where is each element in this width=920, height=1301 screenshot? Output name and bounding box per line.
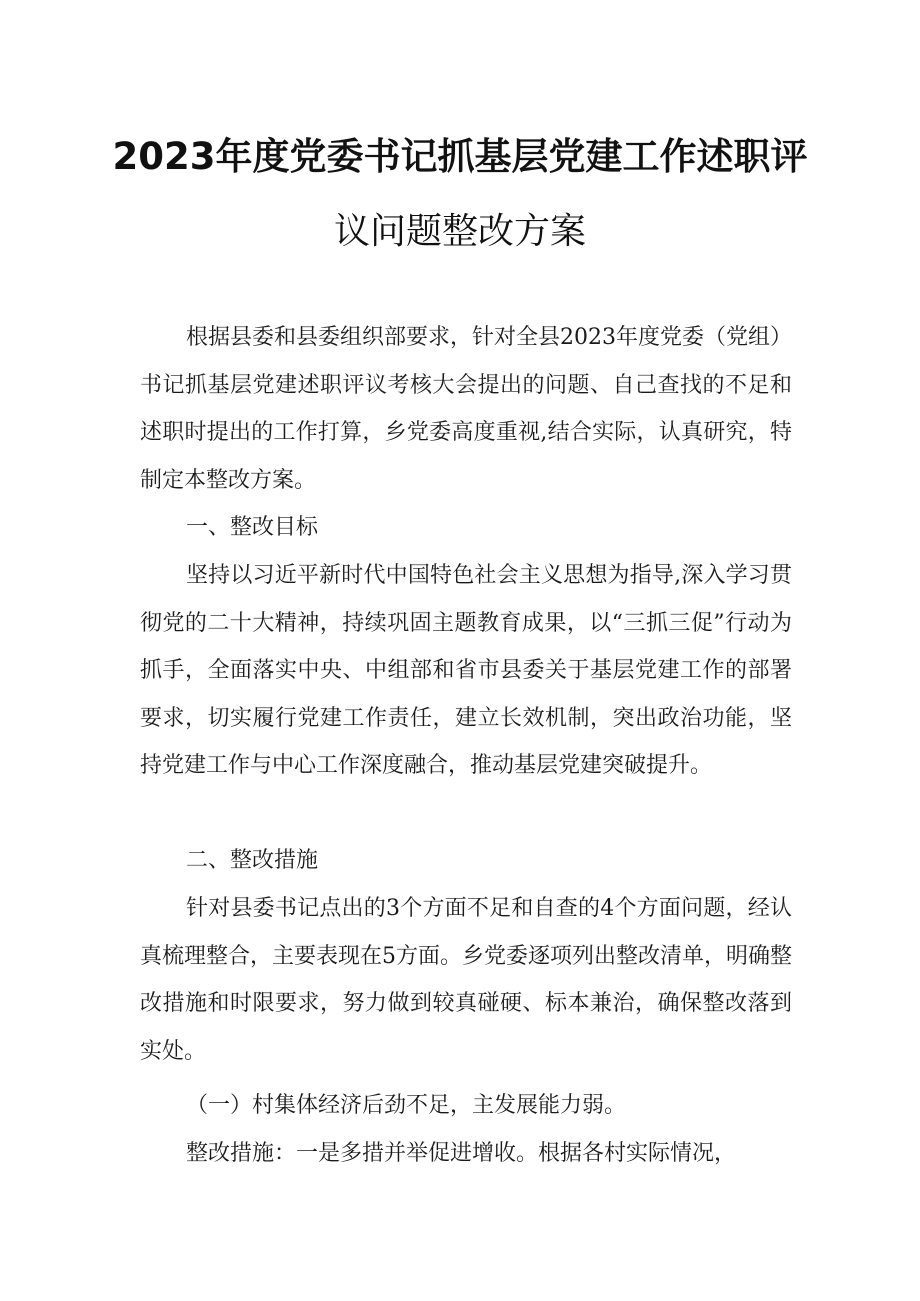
measures-paragraph: 针对县委书记点出的3个方面不足和自查的4个方面问题，经认真梳理整合，主要表现在5方面。乡党委逐项列出整改清单，明确整改措施和时限要求，努力做到较真碰硬、标本兼治，确保整改落到实处。	[140, 896, 792, 1064]
sub-heading-village-economy: （一）村集体经济后劲不足，主发展能力弱。	[186, 1093, 627, 1118]
document-title-line-1: 2023年度党委书记抓基层党建工作述职评	[112, 135, 808, 178]
section-heading-goals: 一、整改目标	[186, 515, 319, 540]
measure-1-paragraph: 整改措施：一是多措并举促进增收。根据各村实际情况，	[186, 1141, 737, 1166]
goals-paragraph: 坚持以习近平新时代中国特色社会主义思想为指导,深入学习贯彻党的二十大精神，持续巩固主题教育成果，以“三抓三促”行动为抓手，全面落实中央、中组部和省市县委关于基层党建工作的部署要求，切实履行党建工作责任，建立长效机制，突出政治功能，坚持党建工作与中心工作深度融合，推动基层党建突破提升。	[140, 563, 792, 778]
intro-paragraph: 根据县委和县委组织部要求，针对全县2023年度党委（党组）书记抓基层党建述职评议考核大会提出的问题、自己查找的不足和述职时提出的工作打算，乡党委高度重视,结合实际，认真研究，特制定本整改方案。	[140, 325, 792, 493]
document-title-line-2: 议问题整改方案	[333, 211, 586, 252]
section-heading-measures: 二、整改措施	[186, 848, 319, 873]
